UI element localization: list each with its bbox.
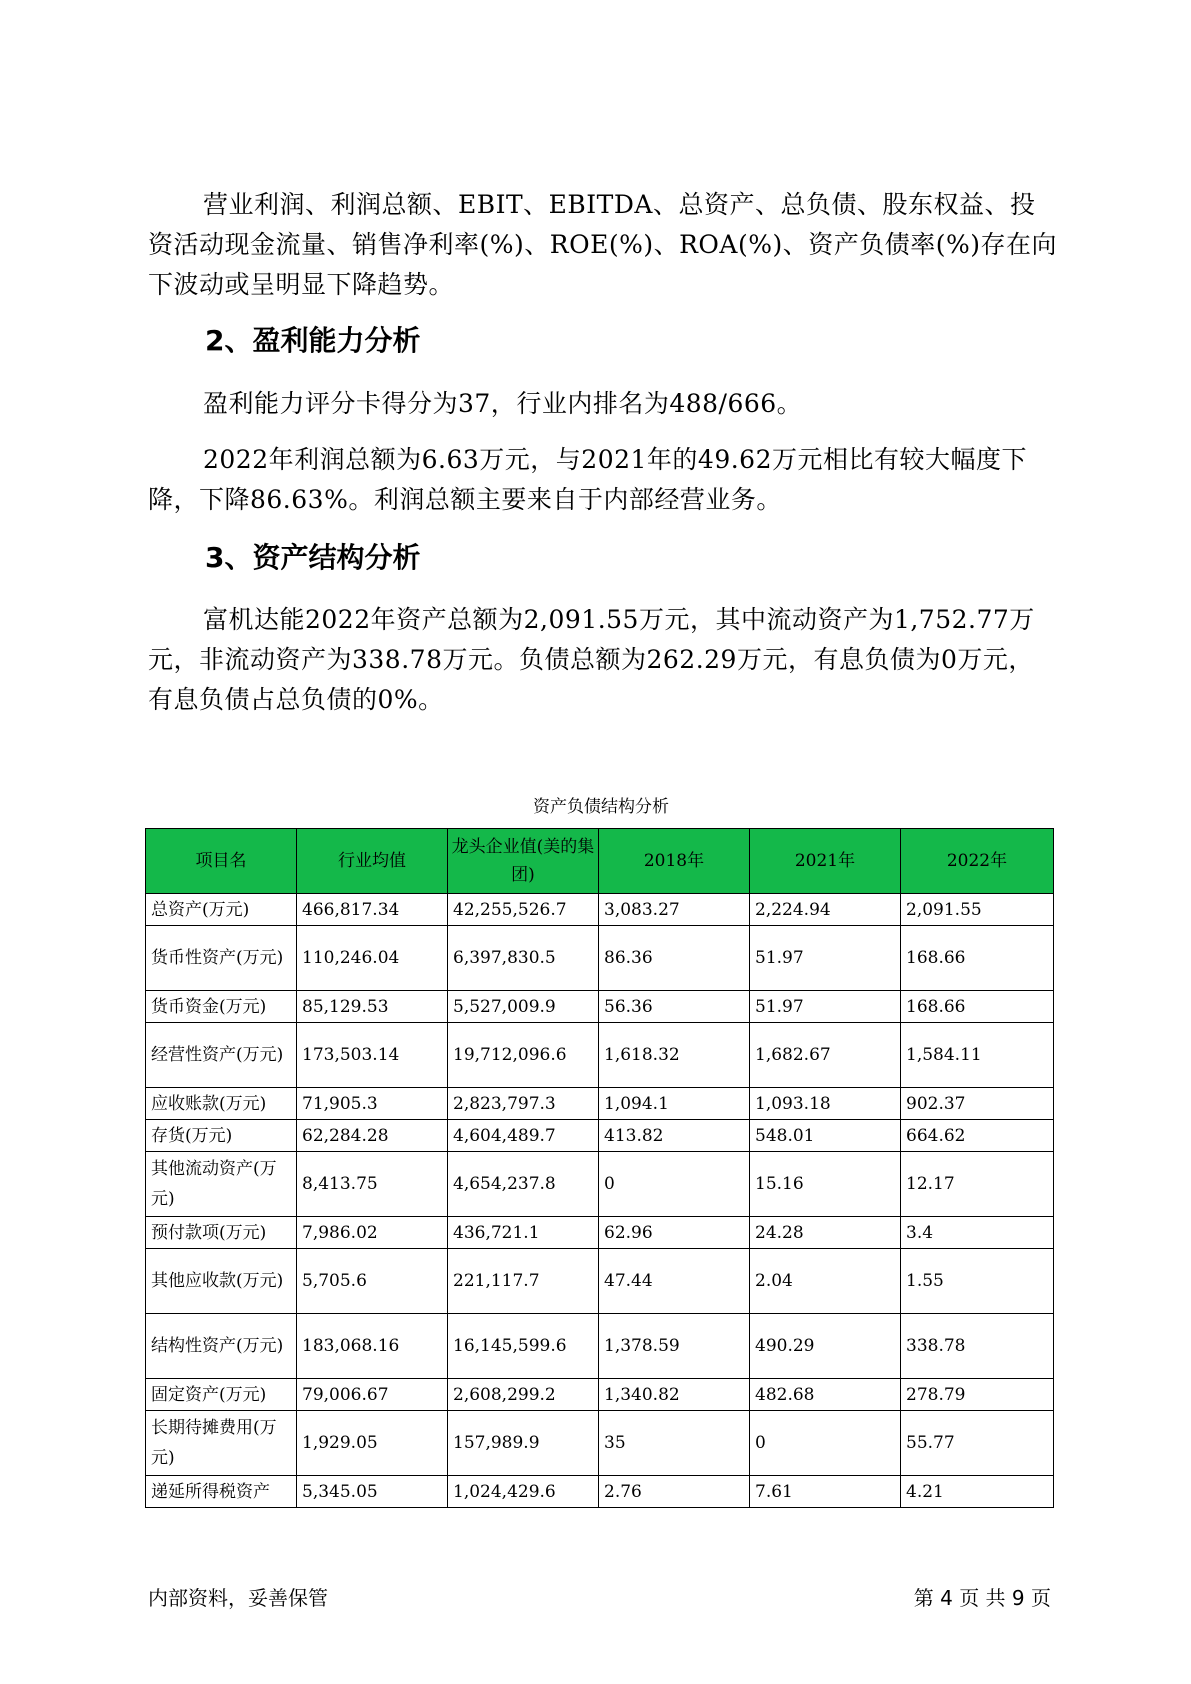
paragraph-trend: 营业利润、利润总额、EBIT、EBITDA、总资产、总负债、股东权益、投资活动现金流量、销售净利率(%)、ROE(%)、ROA(%)、资产负债率(%)存在向下波动或呈明显下降趋势。	[148, 190, 1057, 299]
table-row	[146, 894, 1054, 926]
table-row	[146, 1314, 1054, 1379]
table-cell: 4,654,237.8	[448, 1152, 599, 1217]
table-cell: 1,618.32	[599, 1023, 750, 1088]
table-header-row	[146, 829, 1054, 894]
table-cell: 1,584.11	[901, 1023, 1054, 1088]
table-row	[146, 991, 1054, 1023]
table-cell: 16,145,599.6	[448, 1314, 599, 1379]
table-cell: 173,503.14	[297, 1023, 448, 1088]
balance-sheet-table	[145, 828, 1054, 1508]
table-cell: 71,905.3	[297, 1088, 448, 1120]
table-row	[146, 1023, 1054, 1088]
header-cell: 2021年	[750, 829, 901, 894]
row-label: 货币性资产(万元)	[146, 926, 297, 991]
table-cell: 183,068.16	[297, 1314, 448, 1379]
table-cell: 1,929.05	[297, 1411, 448, 1476]
table-cell: 12.17	[901, 1152, 1054, 1217]
table-cell: 56.36	[599, 991, 750, 1023]
table-cell: 2,224.94	[750, 894, 901, 926]
table-row	[146, 1217, 1054, 1249]
footer-page-number: 第 4 页 共 9 页	[913, 1586, 1051, 1610]
paragraph-score: 盈利能力评分卡得分为37，行业内排名为488/666。	[203, 389, 803, 418]
table-row	[146, 1411, 1054, 1476]
table-cell: 1,024,429.6	[448, 1476, 599, 1508]
table-cell: 24.28	[750, 1217, 901, 1249]
table-cell: 5,345.05	[297, 1476, 448, 1508]
table-row	[146, 1379, 1054, 1411]
table-cell: 4.21	[901, 1476, 1054, 1508]
section-heading-profitability: 2、盈利能力分析	[205, 324, 421, 357]
table-cell: 2,823,797.3	[448, 1088, 599, 1120]
table-cell: 5,705.6	[297, 1249, 448, 1314]
table-cell: 4,604,489.7	[448, 1120, 599, 1152]
table-cell: 55.77	[901, 1411, 1054, 1476]
table-cell: 1,094.1	[599, 1088, 750, 1120]
table-row	[146, 1249, 1054, 1314]
table-cell: 8,413.75	[297, 1152, 448, 1217]
table-cell: 6,397,830.5	[448, 926, 599, 991]
row-label: 货币资金(万元)	[146, 991, 297, 1023]
row-label: 固定资产(万元)	[146, 1379, 297, 1411]
table-cell: 664.62	[901, 1120, 1054, 1152]
table-cell: 338.78	[901, 1314, 1054, 1379]
table-cell: 85,129.53	[297, 991, 448, 1023]
table-cell: 51.97	[750, 991, 901, 1023]
table-cell: 62.96	[599, 1217, 750, 1249]
paragraph-profit: 2022年利润总额为6.63万元，与2021年的49.62万元相比有较大幅度下降，下降86.63%。利润总额主要来自于内部经营业务。	[148, 445, 1027, 514]
table-cell: 47.44	[599, 1249, 750, 1314]
table-cell: 42,255,526.7	[448, 894, 599, 926]
table-row	[146, 1152, 1054, 1217]
table-row	[146, 1088, 1054, 1120]
table-cell: 482.68	[750, 1379, 901, 1411]
row-label: 预付款项(万元)	[146, 1217, 297, 1249]
table-cell: 51.97	[750, 926, 901, 991]
table-cell: 3.4	[901, 1217, 1054, 1249]
header-cell: 行业均值	[297, 829, 448, 894]
header-cell: 2018年	[599, 829, 750, 894]
table-cell: 35	[599, 1411, 750, 1476]
table-row	[146, 1120, 1054, 1152]
table-cell: 0	[750, 1411, 901, 1476]
table-cell: 15.16	[750, 1152, 901, 1217]
table-cell: 2.76	[599, 1476, 750, 1508]
table-row	[146, 926, 1054, 991]
row-label: 存货(万元)	[146, 1120, 297, 1152]
table-cell: 86.36	[599, 926, 750, 991]
table-cell: 3,083.27	[599, 894, 750, 926]
table-cell: 7.61	[750, 1476, 901, 1508]
table-cell: 1,093.18	[750, 1088, 901, 1120]
table-cell: 1,378.59	[599, 1314, 750, 1379]
table-cell: 0	[599, 1152, 750, 1217]
table-cell: 1,340.82	[599, 1379, 750, 1411]
table-cell: 490.29	[750, 1314, 901, 1379]
row-label: 递延所得税资产	[146, 1476, 297, 1508]
table-cell: 7,986.02	[297, 1217, 448, 1249]
table-cell: 2,091.55	[901, 894, 1054, 926]
row-label: 总资产(万元)	[146, 894, 297, 926]
table-caption: 资产负债结构分析	[533, 797, 669, 817]
table-cell: 548.01	[750, 1120, 901, 1152]
table-cell: 278.79	[901, 1379, 1054, 1411]
table-cell: 1.55	[901, 1249, 1054, 1314]
table-cell: 2.04	[750, 1249, 901, 1314]
table-cell: 221,117.7	[448, 1249, 599, 1314]
table-cell: 79,006.67	[297, 1379, 448, 1411]
row-label: 结构性资产(万元)	[146, 1314, 297, 1379]
paragraph-assets: 富机达能2022年资产总额为2,091.55万元，其中流动资产为1,752.77万元，非流动资产为338.78万元。负债总额为262.29万元，有息负债为0万元，有息负债占总负债的0%。	[148, 605, 1035, 714]
table-cell: 168.66	[901, 991, 1054, 1023]
table-cell: 110,246.04	[297, 926, 448, 991]
table-cell: 1,682.67	[750, 1023, 901, 1088]
table-cell: 19,712,096.6	[448, 1023, 599, 1088]
table-cell: 436,721.1	[448, 1217, 599, 1249]
table-cell: 466,817.34	[297, 894, 448, 926]
table-row	[146, 1476, 1054, 1508]
table-cell: 157,989.9	[448, 1411, 599, 1476]
row-label: 长期待摊费用(万元)	[146, 1411, 297, 1476]
table-cell: 413.82	[599, 1120, 750, 1152]
section-heading-asset-structure: 3、资产结构分析	[205, 541, 421, 574]
table-cell: 2,608,299.2	[448, 1379, 599, 1411]
table-cell: 902.37	[901, 1088, 1054, 1120]
header-cell: 项目名	[146, 829, 297, 894]
table-cell: 168.66	[901, 926, 1054, 991]
header-cell: 2022年	[901, 829, 1054, 894]
row-label: 其他流动资产(万元)	[146, 1152, 297, 1217]
header-cell: 龙头企业值(美的集团)	[448, 829, 599, 894]
footer-confidential-note: 内部资料，妥善保管	[148, 1586, 328, 1610]
row-label: 其他应收款(万元)	[146, 1249, 297, 1314]
table-cell: 62,284.28	[297, 1120, 448, 1152]
table-cell: 5,527,009.9	[448, 991, 599, 1023]
row-label: 经营性资产(万元)	[146, 1023, 297, 1088]
row-label: 应收账款(万元)	[146, 1088, 297, 1120]
